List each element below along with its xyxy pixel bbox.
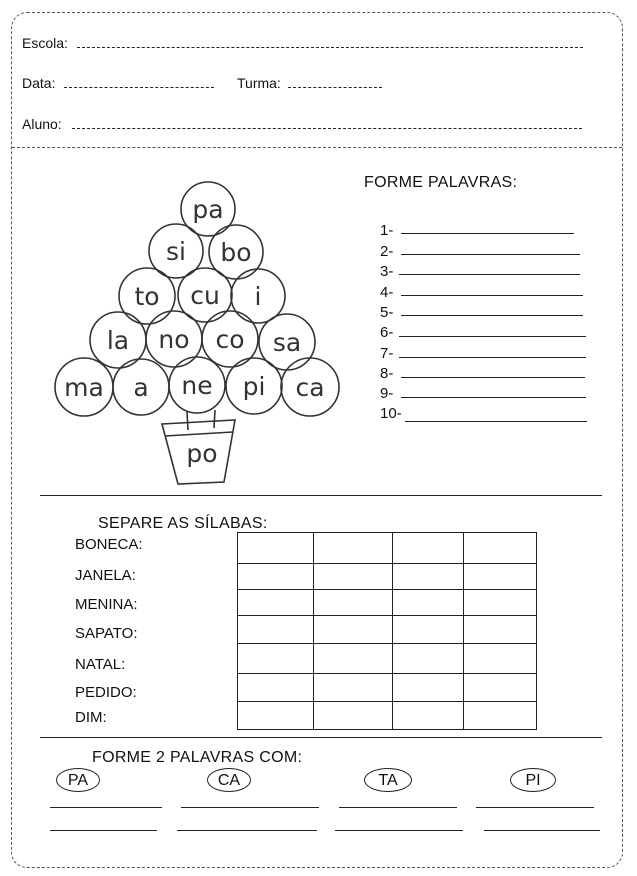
class-label: Turma: [237,75,281,91]
tree-syllable: ca [295,373,325,402]
answer-line-9[interactable] [401,397,586,398]
two-words-title: FORME 2 PALAVRAS COM: [92,749,303,766]
tree-pot-syllable: po [186,439,218,468]
syllable-badge: CA [207,768,251,792]
syllable-word: PEDIDO: [75,684,137,701]
tree-syllable: pa [192,195,224,224]
answer-number: 9- [380,385,394,402]
tree-syllable: i [254,282,262,311]
answer-number: 2- [380,243,394,260]
answer-line-1[interactable] [401,233,574,234]
ta-word-line-1[interactable] [339,807,457,808]
tree-syllable: sa [272,328,302,357]
answer-line-6[interactable] [399,336,586,337]
answer-number: 5- [380,304,394,321]
date-label: Data: [22,75,56,91]
form-words-title: FORME PALAVRAS: [364,174,518,191]
student-label: Aluno: [22,116,62,132]
pa-word-line-2[interactable] [50,830,157,831]
tree-syllable: bo [220,238,252,267]
syllable-badge: PA [56,768,100,792]
answer-line-10[interactable] [405,421,587,422]
answer-number: 6- [380,324,394,341]
syllable-badge: PI [510,768,556,792]
syllable-word: DIM: [75,709,107,726]
tree-syllable: a [133,373,149,402]
syllable-word: MENINA: [75,596,138,613]
pi-word-line-1[interactable] [476,807,594,808]
answer-line-8[interactable] [401,377,585,378]
section-divider [40,737,602,738]
tree-syllable: ma [64,373,104,402]
tree-syllable: ne [181,371,213,400]
school-label: Escola: [22,35,68,51]
syllable-grid[interactable] [237,532,537,730]
answer-number: 4- [380,284,394,301]
syllables-title: SEPARE AS SÍLABAS: [98,515,268,532]
syllable-badge: TA [364,768,412,792]
syllable-word: SAPATO: [75,625,138,642]
syllable-word: BONECA: [75,536,143,553]
answer-line-3[interactable] [399,274,580,275]
answer-number: 7- [380,345,394,362]
tree-syllable: la [106,326,130,355]
syllable-word: JANELA: [75,567,136,584]
answer-number: 10- [380,405,402,422]
tree-syllable: no [158,325,190,354]
section-divider [40,495,602,496]
answer-line-7[interactable] [399,357,586,358]
syllable-word: NATAL: [75,656,126,673]
answer-number: 3- [380,263,394,280]
ta-word-line-2[interactable] [335,830,463,831]
tree-syllable: cu [190,281,220,310]
answer-line-2[interactable] [401,254,580,255]
tree-syllable: pi [242,372,266,401]
ca-word-line-1[interactable] [181,807,319,808]
tree-syllable: to [134,282,160,311]
answer-number: 8- [380,365,394,382]
answer-number: 1- [380,222,394,239]
answer-line-4[interactable] [401,295,583,296]
pa-word-line-1[interactable] [50,807,162,808]
tree-syllable: si [166,237,186,266]
answer-line-5[interactable] [401,315,583,316]
tree-syllable: co [215,325,245,354]
pi-word-line-2[interactable] [484,830,600,831]
ca-word-line-2[interactable] [177,830,317,831]
